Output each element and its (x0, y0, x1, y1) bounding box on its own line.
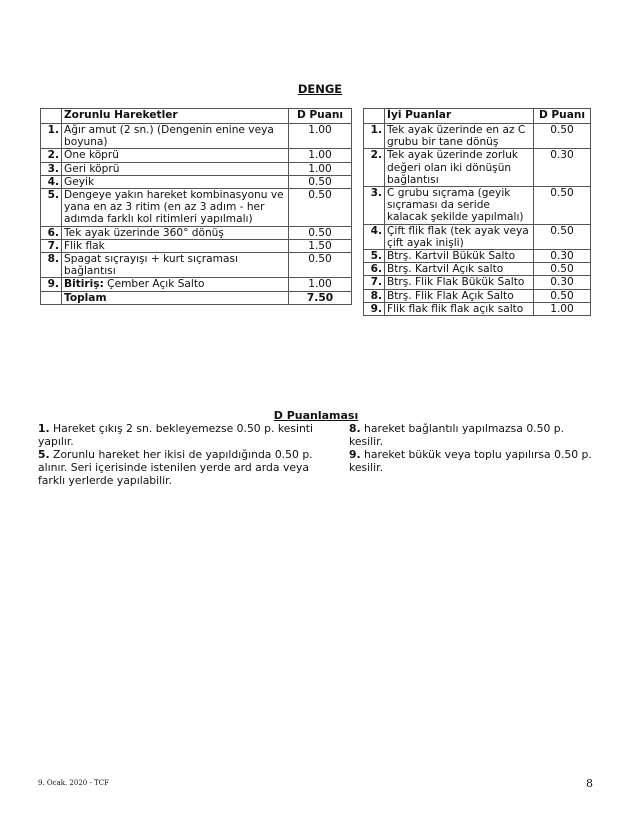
row-number: 5. (41, 189, 62, 227)
header-num-cell (41, 109, 62, 124)
table-row (41, 162, 352, 175)
page-number: 8 (586, 777, 593, 790)
rule-number: 5. (38, 448, 50, 461)
table-row (364, 224, 591, 249)
row-points: 1.00 (534, 302, 591, 315)
row-number: 4. (41, 175, 62, 188)
row-label (62, 278, 289, 291)
footer-date: 9. Ocak. 2020 - TCF (38, 779, 109, 787)
table-row (41, 226, 352, 239)
row-points: 0.50 (289, 175, 352, 188)
total-num-cell (41, 291, 62, 304)
row-label: Btrş. Flik Flak Bükük Salto (385, 276, 534, 289)
row-points: 1.00 (289, 162, 352, 175)
bonus-points-table (363, 108, 591, 316)
row-points: 1.00 (289, 124, 352, 149)
row-points: 1.50 (289, 239, 352, 252)
rule-item (349, 422, 599, 448)
table-row (364, 187, 591, 225)
table-row (364, 149, 591, 187)
row-points: 0.30 (534, 149, 591, 187)
table-header-row (364, 109, 591, 124)
row-points: 0.50 (534, 263, 591, 276)
table-row (41, 278, 352, 291)
rules-left-column (38, 422, 338, 487)
table-row (364, 250, 591, 263)
rule-text: hareket bükük veya toplu yapılırsa 0.50 p. kesilir. (349, 448, 592, 474)
row-points: 0.30 (534, 276, 591, 289)
row-label: Flik flak flik flak açık salto (385, 302, 534, 315)
row-number: 3. (364, 187, 385, 225)
row-label: Çift flik flak (tek ayak veya çift ayak inişli) (385, 224, 534, 249)
rules-title: D Puanlaması (273, 409, 359, 422)
row-label: Öne köprü (62, 149, 289, 162)
table-row (41, 253, 352, 278)
row-label-prefix: Bitiriş: (64, 278, 104, 291)
row-number: 1. (364, 124, 385, 149)
header-points: D Puanı (289, 109, 352, 124)
header-num-cell (364, 109, 385, 124)
row-label: Tek ayak üzerinde zorluk değeri olan iki dönüşün bağlantısı (385, 149, 534, 187)
row-number: 3. (41, 162, 62, 175)
rule-text: Hareket çıkış 2 sn. bekleyemezse 0.50 p. kesinti yapılır. (38, 422, 314, 448)
table-row (364, 263, 591, 276)
header-name: Zorunlu Hareketler (62, 109, 289, 124)
row-points: 0.50 (289, 226, 352, 239)
row-number: 1. (41, 124, 62, 149)
row-label: Btrş. Kartvil Bükük Salto (385, 250, 534, 263)
rule-item (349, 448, 599, 474)
table-row (41, 189, 352, 227)
row-number: 6. (364, 263, 385, 276)
row-label: Tek ayak üzerinde 360° dönüş (62, 226, 289, 239)
row-points: 0.50 (289, 189, 352, 227)
row-points: 1.00 (289, 278, 352, 291)
table-row (364, 302, 591, 315)
row-number: 7. (41, 239, 62, 252)
row-points: 0.50 (534, 224, 591, 249)
page-title: DENGE (297, 82, 343, 96)
row-label: Dengeye yakın hareket kombinasyonu ve yana en az 3 ritim (en az 3 adım - her adımda farklı kol ritimleri yapılmalı) (62, 189, 289, 227)
table-row (41, 149, 352, 162)
row-number: 5. (364, 250, 385, 263)
row-number: 8. (364, 289, 385, 302)
rule-number: 8. (349, 422, 361, 435)
row-number: 9. (41, 278, 62, 291)
row-label: Flik flak (62, 239, 289, 252)
row-label: Ağır amut (2 sn.) (Dengenin enine veya boyuna) (62, 124, 289, 149)
row-number: 2. (364, 149, 385, 187)
row-number: 2. (41, 149, 62, 162)
row-label: Btrş. Kartvil Açık salto (385, 263, 534, 276)
table-row (41, 124, 352, 149)
table-row (41, 175, 352, 188)
total-points: 7.50 (289, 291, 352, 304)
table-row (41, 239, 352, 252)
rule-text: Zorunlu hareket her ikisi de yapıldığında 0.50 p. alınır. Seri içerisinde istenilen yerde ard arda veya farklı yerlerde yapılabilir. (38, 448, 313, 487)
header-name: İyi Puanlar (385, 109, 534, 124)
table-row (364, 276, 591, 289)
rule-number: 9. (349, 448, 361, 461)
row-points: 0.50 (534, 289, 591, 302)
total-row (41, 291, 352, 304)
row-number: 4. (364, 224, 385, 249)
table-header-row (41, 109, 352, 124)
row-points: 0.50 (289, 253, 352, 278)
rule-item (38, 448, 338, 487)
row-number: 7. (364, 276, 385, 289)
rule-item (38, 422, 338, 448)
row-points: 0.30 (534, 250, 591, 263)
row-points: 0.50 (534, 124, 591, 149)
header-points: D Puanı (534, 109, 591, 124)
row-label: Geyik (62, 175, 289, 188)
row-label: Btrş. Flik Flak Açık Salto (385, 289, 534, 302)
rule-text: hareket bağlantılı yapılmazsa 0.50 p. kesilir. (349, 422, 565, 448)
row-label: C grubu sıçrama (geyik sıçraması da seride kalacak şekilde yapılmalı) (385, 187, 534, 225)
row-number: 6. (41, 226, 62, 239)
table-row (364, 124, 591, 149)
rules-right-column (349, 422, 599, 474)
rule-number: 1. (38, 422, 50, 435)
row-number: 9. (364, 302, 385, 315)
row-label: Geri köprü (62, 162, 289, 175)
row-label: Tek ayak üzerinde en az C grubu bir tane dönüş (385, 124, 534, 149)
mandatory-moves-table (40, 108, 352, 305)
row-label-text: Çember Açık Salto (103, 278, 205, 291)
row-points: 0.50 (534, 187, 591, 225)
row-number: 8. (41, 253, 62, 278)
total-label: Toplam (62, 291, 289, 304)
row-label: Spagat sıçrayışı + kurt sıçraması bağlantısı (62, 253, 289, 278)
row-points: 1.00 (289, 149, 352, 162)
table-row (364, 289, 591, 302)
